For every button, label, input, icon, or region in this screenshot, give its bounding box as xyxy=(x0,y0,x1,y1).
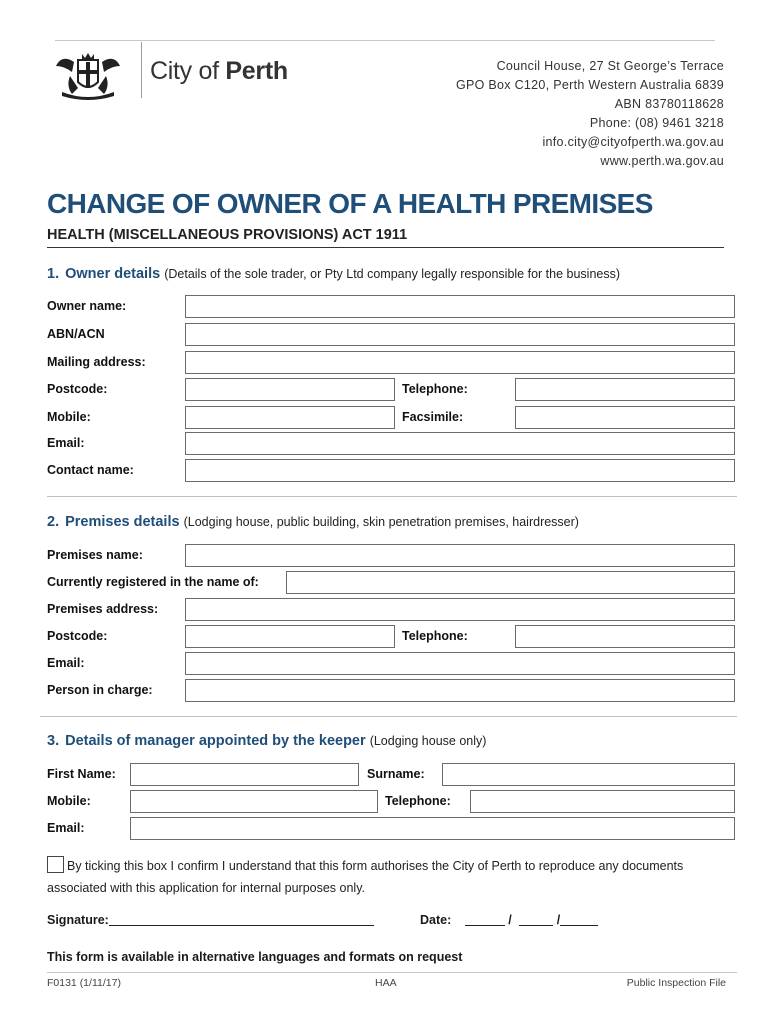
section-1-heading: 1. Owner details (Details of the sole trader, or Pty Ltd company legally responsible for the business) xyxy=(47,266,621,282)
email-field[interactable] xyxy=(185,432,735,455)
consent-checkbox[interactable] xyxy=(47,856,64,873)
postcode-label: Postcode: xyxy=(47,382,108,396)
mobile-field[interactable] xyxy=(185,406,395,429)
premises-telephone-label: Telephone: xyxy=(402,629,468,643)
date-year-line[interactable] xyxy=(560,912,598,926)
footer-center-code: HAA xyxy=(375,977,397,989)
date-separator: / xyxy=(556,913,561,927)
premises-email-field[interactable] xyxy=(185,652,735,675)
manager-telephone-label: Telephone: xyxy=(385,794,451,808)
logo-divider xyxy=(141,42,142,98)
phone-line: Phone: (08) 9461 3218 xyxy=(589,116,724,130)
availability-note: This form is available in alternative languages and formats on request xyxy=(47,950,463,964)
date-label: Date: xyxy=(420,913,452,927)
surname-label: Surname: xyxy=(367,767,425,781)
mailing-address-field[interactable] xyxy=(185,351,735,374)
registered-name-field[interactable] xyxy=(286,571,735,594)
person-in-charge-label: Person in charge: xyxy=(47,683,153,697)
abn-line: ABN 83780118628 xyxy=(614,97,724,111)
telephone-field[interactable] xyxy=(515,378,735,401)
manager-mobile-label: Mobile: xyxy=(47,794,91,808)
address-line: GPO Box C120, Perth Western Australia 6839 xyxy=(455,78,724,92)
signature-line[interactable] xyxy=(109,912,374,926)
section-divider xyxy=(40,716,737,717)
email-line: info.city@cityofperth.wa.gov.au xyxy=(542,135,724,149)
city-of-perth-crest-icon xyxy=(52,52,124,100)
abn-acn-field[interactable] xyxy=(185,323,735,346)
postcode-field[interactable] xyxy=(185,378,395,401)
consent-statement xyxy=(47,855,727,899)
date-month-line[interactable] xyxy=(519,912,553,926)
contact-name-field[interactable] xyxy=(185,459,735,482)
owner-name-label: Owner name: xyxy=(47,299,127,313)
premises-postcode-label: Postcode: xyxy=(47,629,108,643)
first-name-label: First Name: xyxy=(47,767,116,781)
footer-file-type: Public Inspection File xyxy=(626,977,726,989)
owner-name-field[interactable] xyxy=(185,295,735,318)
date-separator: / xyxy=(508,913,512,927)
form-subtitle: HEALTH (MISCELLANEOUS PROVISIONS) ACT 1911 xyxy=(47,227,408,243)
manager-mobile-field[interactable] xyxy=(130,790,378,813)
consent-text: By ticking this box I confirm I understand that this form authorises the City of Perth to reproduce any documents associated with this application for internal purposes only. xyxy=(47,859,684,895)
surname-field[interactable] xyxy=(442,763,735,786)
telephone-label: Telephone: xyxy=(402,382,468,396)
abn-acn-label: ABN/ACN xyxy=(47,327,105,341)
person-in-charge-field[interactable] xyxy=(185,679,735,702)
premises-name-field[interactable] xyxy=(185,544,735,567)
registered-name-label: Currently registered in the name of: xyxy=(47,575,259,589)
top-rule xyxy=(55,40,715,41)
date-day-line[interactable] xyxy=(465,912,505,926)
footer-rule xyxy=(47,972,737,973)
section-divider xyxy=(47,496,737,497)
manager-email-label: Email: xyxy=(47,821,85,835)
mailing-address-label: Mailing address: xyxy=(47,355,146,369)
manager-email-field[interactable] xyxy=(130,817,735,840)
form-code: F0131 (1/11/17) xyxy=(47,977,121,989)
signature-label: Signature: xyxy=(47,913,109,927)
council-address-block xyxy=(456,57,724,171)
email-label: Email: xyxy=(47,436,85,450)
website-line: www.perth.wa.gov.au xyxy=(600,154,724,168)
form-title: CHANGE OF OWNER OF A HEALTH PREMISES xyxy=(47,188,653,219)
section-3-heading: 3. Details of manager appointed by the keeper (Lodging house only) xyxy=(47,733,487,749)
first-name-field[interactable] xyxy=(130,763,359,786)
section-2-heading: 2. Premises details (Lodging house, public building, skin penetration premises, hairdresser) xyxy=(47,514,579,530)
date-row xyxy=(420,912,598,927)
title-rule xyxy=(47,247,724,248)
premises-name-label: Premises name: xyxy=(47,548,143,562)
premises-address-field[interactable] xyxy=(185,598,735,621)
contact-name-label: Contact name: xyxy=(47,463,134,477)
mobile-label: Mobile: xyxy=(47,410,91,424)
facsimile-field[interactable] xyxy=(515,406,735,429)
facsimile-label: Facsimile: xyxy=(402,410,464,424)
premises-postcode-field[interactable] xyxy=(185,625,395,648)
logo-wordmark: City of Perth xyxy=(150,57,288,85)
manager-telephone-field[interactable] xyxy=(470,790,735,813)
premises-address-label: Premises address: xyxy=(47,602,159,616)
premises-telephone-field[interactable] xyxy=(515,625,735,648)
signature-row xyxy=(47,912,374,927)
address-line: Council House, 27 St George’s Terrace xyxy=(496,59,724,73)
premises-email-label: Email: xyxy=(47,656,85,670)
